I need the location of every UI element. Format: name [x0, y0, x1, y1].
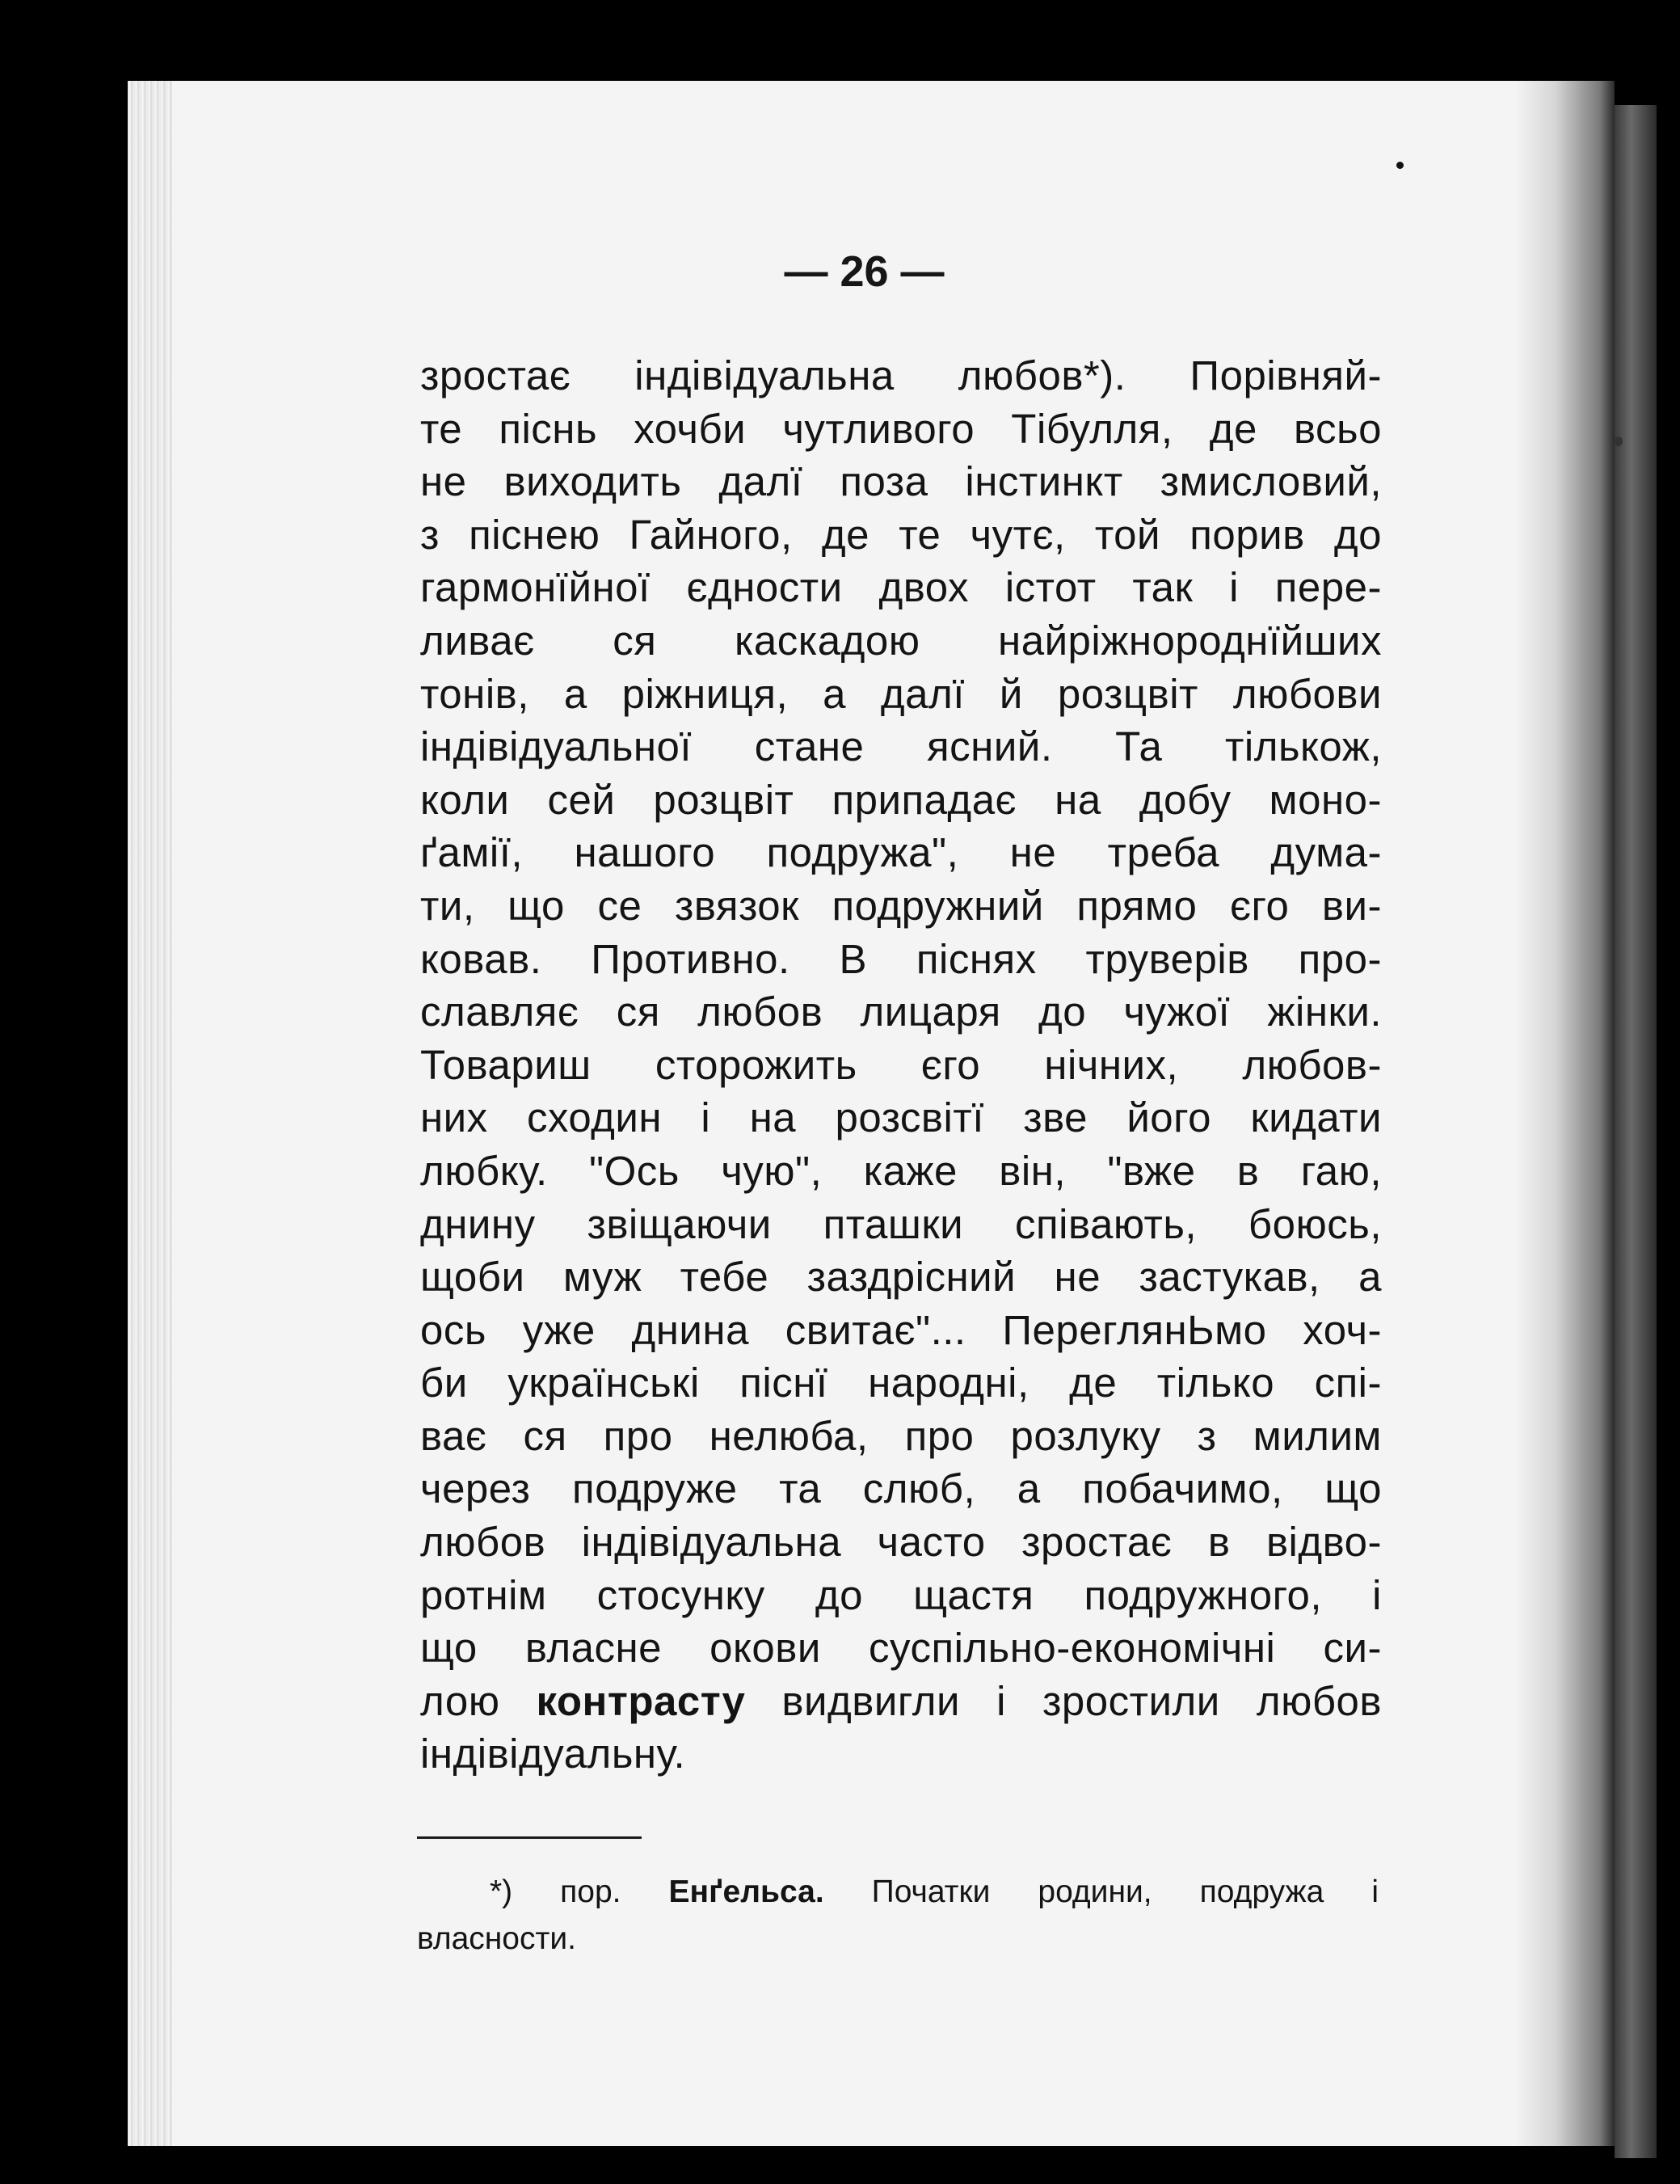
- page-gutter-shadow: [1515, 81, 1615, 2146]
- footnote-author: Енґельса.: [668, 1874, 824, 1909]
- text-line: ливає ся каскадою найріжнороднїйших: [420, 617, 1382, 664]
- footnote: [417, 1869, 1379, 1963]
- text-line: індівідуальну.: [420, 1731, 686, 1777]
- text-line: індівідуальної стане ясний. Та тількож,: [420, 723, 1382, 770]
- book-spine: [1615, 105, 1657, 2158]
- scan-speck: [1615, 436, 1623, 446]
- text-line: ковав. Противно. В піснях труверів про-: [420, 935, 1382, 982]
- text-line: ґамії, нашого подружа", не треба дума-: [420, 829, 1382, 876]
- text-line: що власне окови суспільно-економічні си-: [420, 1625, 1382, 1672]
- text-line: любку. "Ось чую", каже він, "вже в гаю,: [420, 1147, 1382, 1194]
- footnote-title: Початки родини, подружа і: [823, 1874, 1379, 1909]
- text-line: би українські піснї народні, де тілько спі-: [420, 1360, 1382, 1406]
- text-line: любов індівідуальна часто зростає в відво-: [420, 1519, 1382, 1566]
- text-line: з піснею Гайного, де те чутє, той порив до: [420, 511, 1382, 558]
- text-fragment: лою: [420, 1677, 537, 1724]
- text-line: [420, 1675, 1382, 1728]
- text-fragment: видвигли і зростили любов: [745, 1677, 1382, 1724]
- page-number: — 26 —: [784, 247, 945, 296]
- footnote-divider: [417, 1836, 642, 1839]
- text-line: славляє ся любов лицаря до чужої жінки.: [420, 989, 1382, 1035]
- footnote-line: власности.: [417, 1921, 576, 1956]
- text-line: ось уже днина свитає"... ПереглянЬмо хоч-: [420, 1306, 1382, 1353]
- text-line: них сходин і на розсвітї зве його кидати: [420, 1094, 1382, 1141]
- text-line: зростає індівідуальна любов*). Порівняй-: [420, 352, 1382, 398]
- text-line: гармонїйної єдности двох істот так і пере-: [420, 564, 1382, 611]
- text-line: ротнім стосунку до щастя подружного, і: [420, 1571, 1382, 1618]
- text-line: тонів, а ріжниця, а далї й розцвіт любови: [420, 670, 1382, 717]
- emphasized-word: контрасту: [536, 1677, 746, 1724]
- body-text: [420, 349, 1382, 1781]
- text-line: щоби муж тебе заздрісний не застукав, а: [420, 1254, 1382, 1301]
- text-line: те піснь хочби чутливого Тібулля, де всьо: [420, 405, 1382, 452]
- footnote-marker: *) пор.: [490, 1874, 669, 1909]
- text-line: коли сей розцвіт припадає на добу моно-: [420, 776, 1382, 823]
- footnote-line: [417, 1869, 1379, 1916]
- text-line: Товариш сторожить єго нічних, любов-: [420, 1041, 1382, 1088]
- text-line: ває ся про нелюба, про розлуку з милим: [420, 1412, 1382, 1459]
- text-line: не виходить далї поза інстинкт змисловий,: [420, 458, 1382, 505]
- scan-speck: [1396, 162, 1404, 169]
- page-left-edge: [128, 81, 172, 2146]
- text-line: днину звіщаючи пташки співають, боюсь,: [420, 1200, 1382, 1247]
- text-line: через подруже та слюб, а побачимо, що: [420, 1465, 1382, 1512]
- text-line: ти, що се звязок подружний прямо єго ви-: [420, 882, 1382, 929]
